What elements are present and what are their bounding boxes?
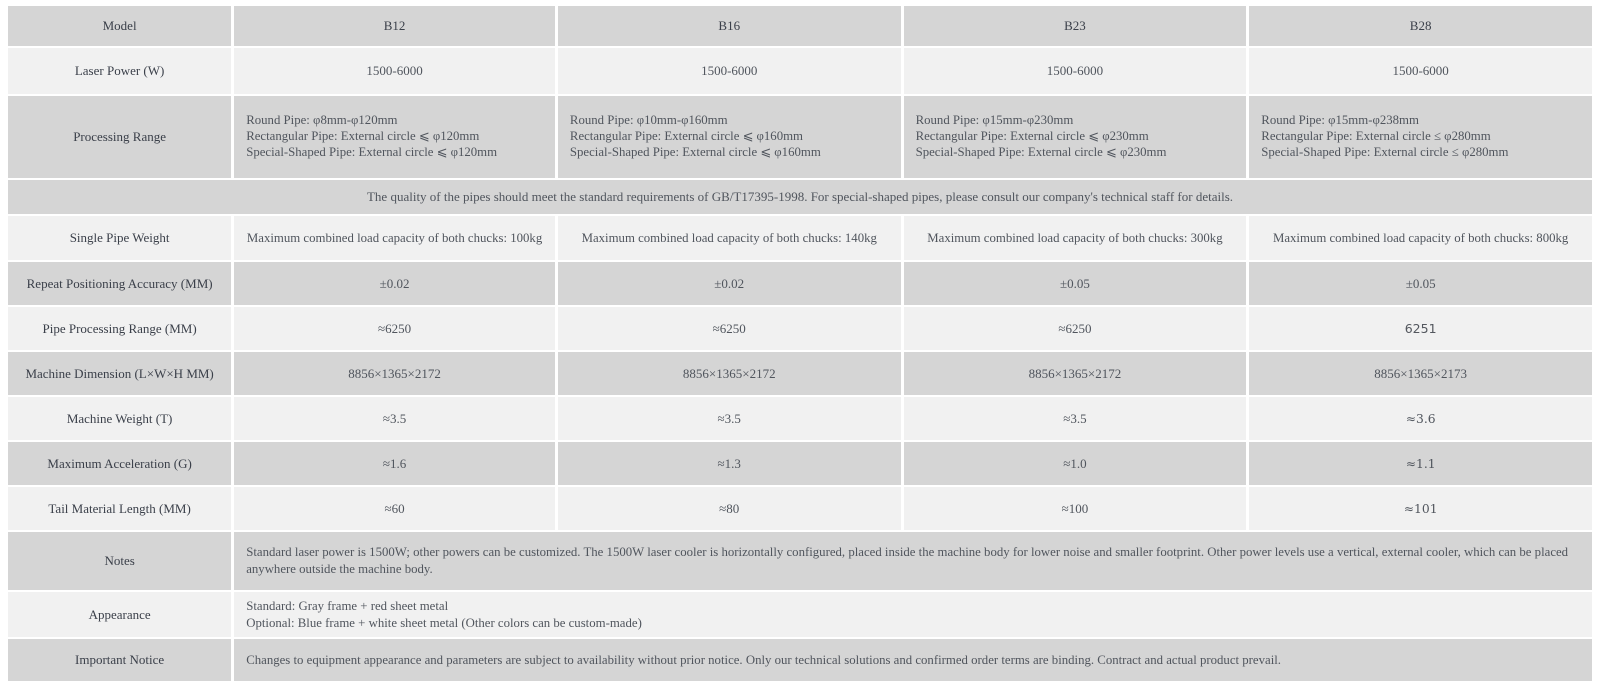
appearance-standard: Standard: Gray frame + red sheet metal (246, 598, 449, 613)
row-label-processing-range: Processing Range (8, 96, 231, 178)
appearance-text (234, 592, 1592, 637)
model-b28: B28 (1249, 6, 1592, 46)
row-label-repeat-accuracy: Repeat Positioning Accuracy (MM) (8, 262, 231, 305)
cell-repeat-accuracy-b28: ±0.05 (1249, 262, 1592, 305)
important-notice-text: Changes to equipment appearance and parameters are subject to availability without prior notice. Only our technical solutions and confirmed order terms are binding. Contract and actual product prevail. (234, 639, 1592, 681)
cell-laser-power-b12: 1500-6000 (234, 48, 555, 94)
cell-processing-range-b12 (234, 96, 555, 178)
cell-processing-range-b28 (1249, 96, 1592, 178)
notes-text: Standard laser power is 1500W; other powers can be customized. The 1500W laser cooler is horizontally configured, placed inside the machine body for lower noise and smaller footprint. Other power levels use a vertical, external cooler, which can be placed anywhere outside the machine body. (234, 532, 1592, 590)
row-label-tail-material-length: Tail Material Length (MM) (8, 487, 231, 530)
processing-special-pipe: Special-Shaped Pipe: External circle ⩽ φ160mm (569, 144, 821, 159)
cell-processing-range-b23 (904, 96, 1247, 178)
cell-pipe-processing-range-b16: ≈6250 (558, 307, 901, 350)
processing-special-pipe: Special-Shaped Pipe: External circle ⩽ φ230mm (915, 144, 1167, 159)
cell-single-pipe-weight-b23: Maximum combined load capacity of both chucks: 300kg (904, 216, 1247, 260)
processing-special-pipe: Special-Shaped Pipe: External circle ⩽ φ120mm (246, 144, 498, 159)
row-max-acceleration (8, 442, 1592, 485)
row-pipe-processing-range (8, 307, 1592, 350)
cell-machine-weight-b23: ≈3.5 (904, 397, 1247, 440)
cell-tail-material-length-b23: ≈100 (904, 487, 1247, 530)
cell-single-pipe-weight-b16: Maximum combined load capacity of both chucks: 140kg (558, 216, 901, 260)
cell-max-acceleration-b28: ≈1.1 (1249, 442, 1592, 485)
processing-special-pipe: Special-Shaped Pipe: External circle ≤ φ280mm (1261, 144, 1509, 159)
row-label-appearance: Appearance (8, 592, 231, 637)
processing-round-pipe: Round Pipe: φ8mm-φ120mm (246, 113, 398, 128)
row-label-laser-power: Laser Power (W) (8, 48, 231, 94)
cell-tail-material-length-b16: ≈80 (558, 487, 901, 530)
model-b16: B16 (558, 6, 901, 46)
cell-max-acceleration-b23: ≈1.0 (904, 442, 1247, 485)
model-b12: B12 (234, 6, 555, 46)
cell-pipe-processing-range-b23: ≈6250 (904, 307, 1247, 350)
row-label-machine-dimension: Machine Dimension (L×W×H MM) (8, 352, 231, 395)
cell-laser-power-b16: 1500-6000 (558, 48, 901, 94)
processing-round-pipe: Round Pipe: φ10mm-φ160mm (569, 113, 728, 128)
row-single-pipe-weight (8, 216, 1592, 260)
cell-processing-range-b16 (558, 96, 901, 178)
row-laser-power (8, 48, 1592, 94)
cell-machine-weight-b16: ≈3.5 (558, 397, 901, 440)
cell-tail-material-length-b12: ≈60 (234, 487, 555, 530)
machine-spec-table (5, 4, 1595, 683)
cell-machine-weight-b12: ≈3.5 (234, 397, 555, 440)
row-label-important-notice: Important Notice (8, 639, 231, 681)
model-b23: B23 (904, 6, 1247, 46)
row-important-notice (8, 639, 1592, 681)
processing-round-pipe: Round Pipe: φ15mm-φ238mm (1261, 113, 1419, 128)
cell-pipe-processing-range-b28: 6251 (1249, 307, 1592, 350)
processing-rect-pipe: Rectangular Pipe: External circle ⩽ φ160mm (569, 129, 803, 144)
cell-repeat-accuracy-b16: ±0.02 (558, 262, 901, 305)
processing-rect-pipe: Rectangular Pipe: External circle ⩽ φ120mm (246, 129, 480, 144)
row-label-max-acceleration: Maximum Acceleration (G) (8, 442, 231, 485)
cell-tail-material-length-b28: ≈101 (1249, 487, 1592, 530)
cell-max-acceleration-b12: ≈1.6 (234, 442, 555, 485)
cell-single-pipe-weight-b28: Maximum combined load capacity of both chucks: 800kg (1249, 216, 1592, 260)
row-label-notes: Notes (8, 532, 231, 590)
cell-machine-dimension-b12: 8856×1365×2172 (234, 352, 555, 395)
model-header-label: Model (8, 6, 231, 46)
cell-repeat-accuracy-b12: ±0.02 (234, 262, 555, 305)
cell-repeat-accuracy-b23: ±0.05 (904, 262, 1247, 305)
row-tail-material-length (8, 487, 1592, 530)
cell-machine-dimension-b23: 8856×1365×2172 (904, 352, 1247, 395)
cell-single-pipe-weight-b12: Maximum combined load capacity of both chucks: 100kg (234, 216, 555, 260)
row-label-machine-weight: Machine Weight (T) (8, 397, 231, 440)
cell-max-acceleration-b16: ≈1.3 (558, 442, 901, 485)
row-label-pipe-processing-range: Pipe Processing Range (MM) (8, 307, 231, 350)
cell-laser-power-b23: 1500-6000 (904, 48, 1247, 94)
processing-rect-pipe: Rectangular Pipe: External circle ≤ φ280mm (1261, 129, 1491, 144)
cell-laser-power-b28: 1500-6000 (1249, 48, 1592, 94)
row-machine-dimension (8, 352, 1592, 395)
row-label-single-pipe-weight: Single Pipe Weight (8, 216, 231, 260)
row-repeat-accuracy (8, 262, 1592, 305)
row-appearance (8, 592, 1592, 637)
cell-machine-weight-b28: ≈3.6 (1249, 397, 1592, 440)
row-machine-weight (8, 397, 1592, 440)
row-quality-note (8, 180, 1592, 214)
row-notes (8, 532, 1592, 590)
cell-machine-dimension-b16: 8856×1365×2172 (558, 352, 901, 395)
processing-round-pipe: Round Pipe: φ15mm-φ230mm (915, 113, 1074, 128)
processing-rect-pipe: Rectangular Pipe: External circle ⩽ φ230mm (915, 129, 1149, 144)
cell-pipe-processing-range-b12: ≈6250 (234, 307, 555, 350)
appearance-optional: Optional: Blue frame + white sheet metal (Other colors can be custom-made) (246, 615, 642, 630)
quality-note-text: The quality of the pipes should meet the standard requirements of GB/T17395-1998. For special-shaped pipes, please consult our company's technical staff for details. (8, 180, 1592, 214)
row-processing-range (8, 96, 1592, 178)
row-model (8, 6, 1592, 46)
cell-machine-dimension-b28: 8856×1365×2173 (1249, 352, 1592, 395)
